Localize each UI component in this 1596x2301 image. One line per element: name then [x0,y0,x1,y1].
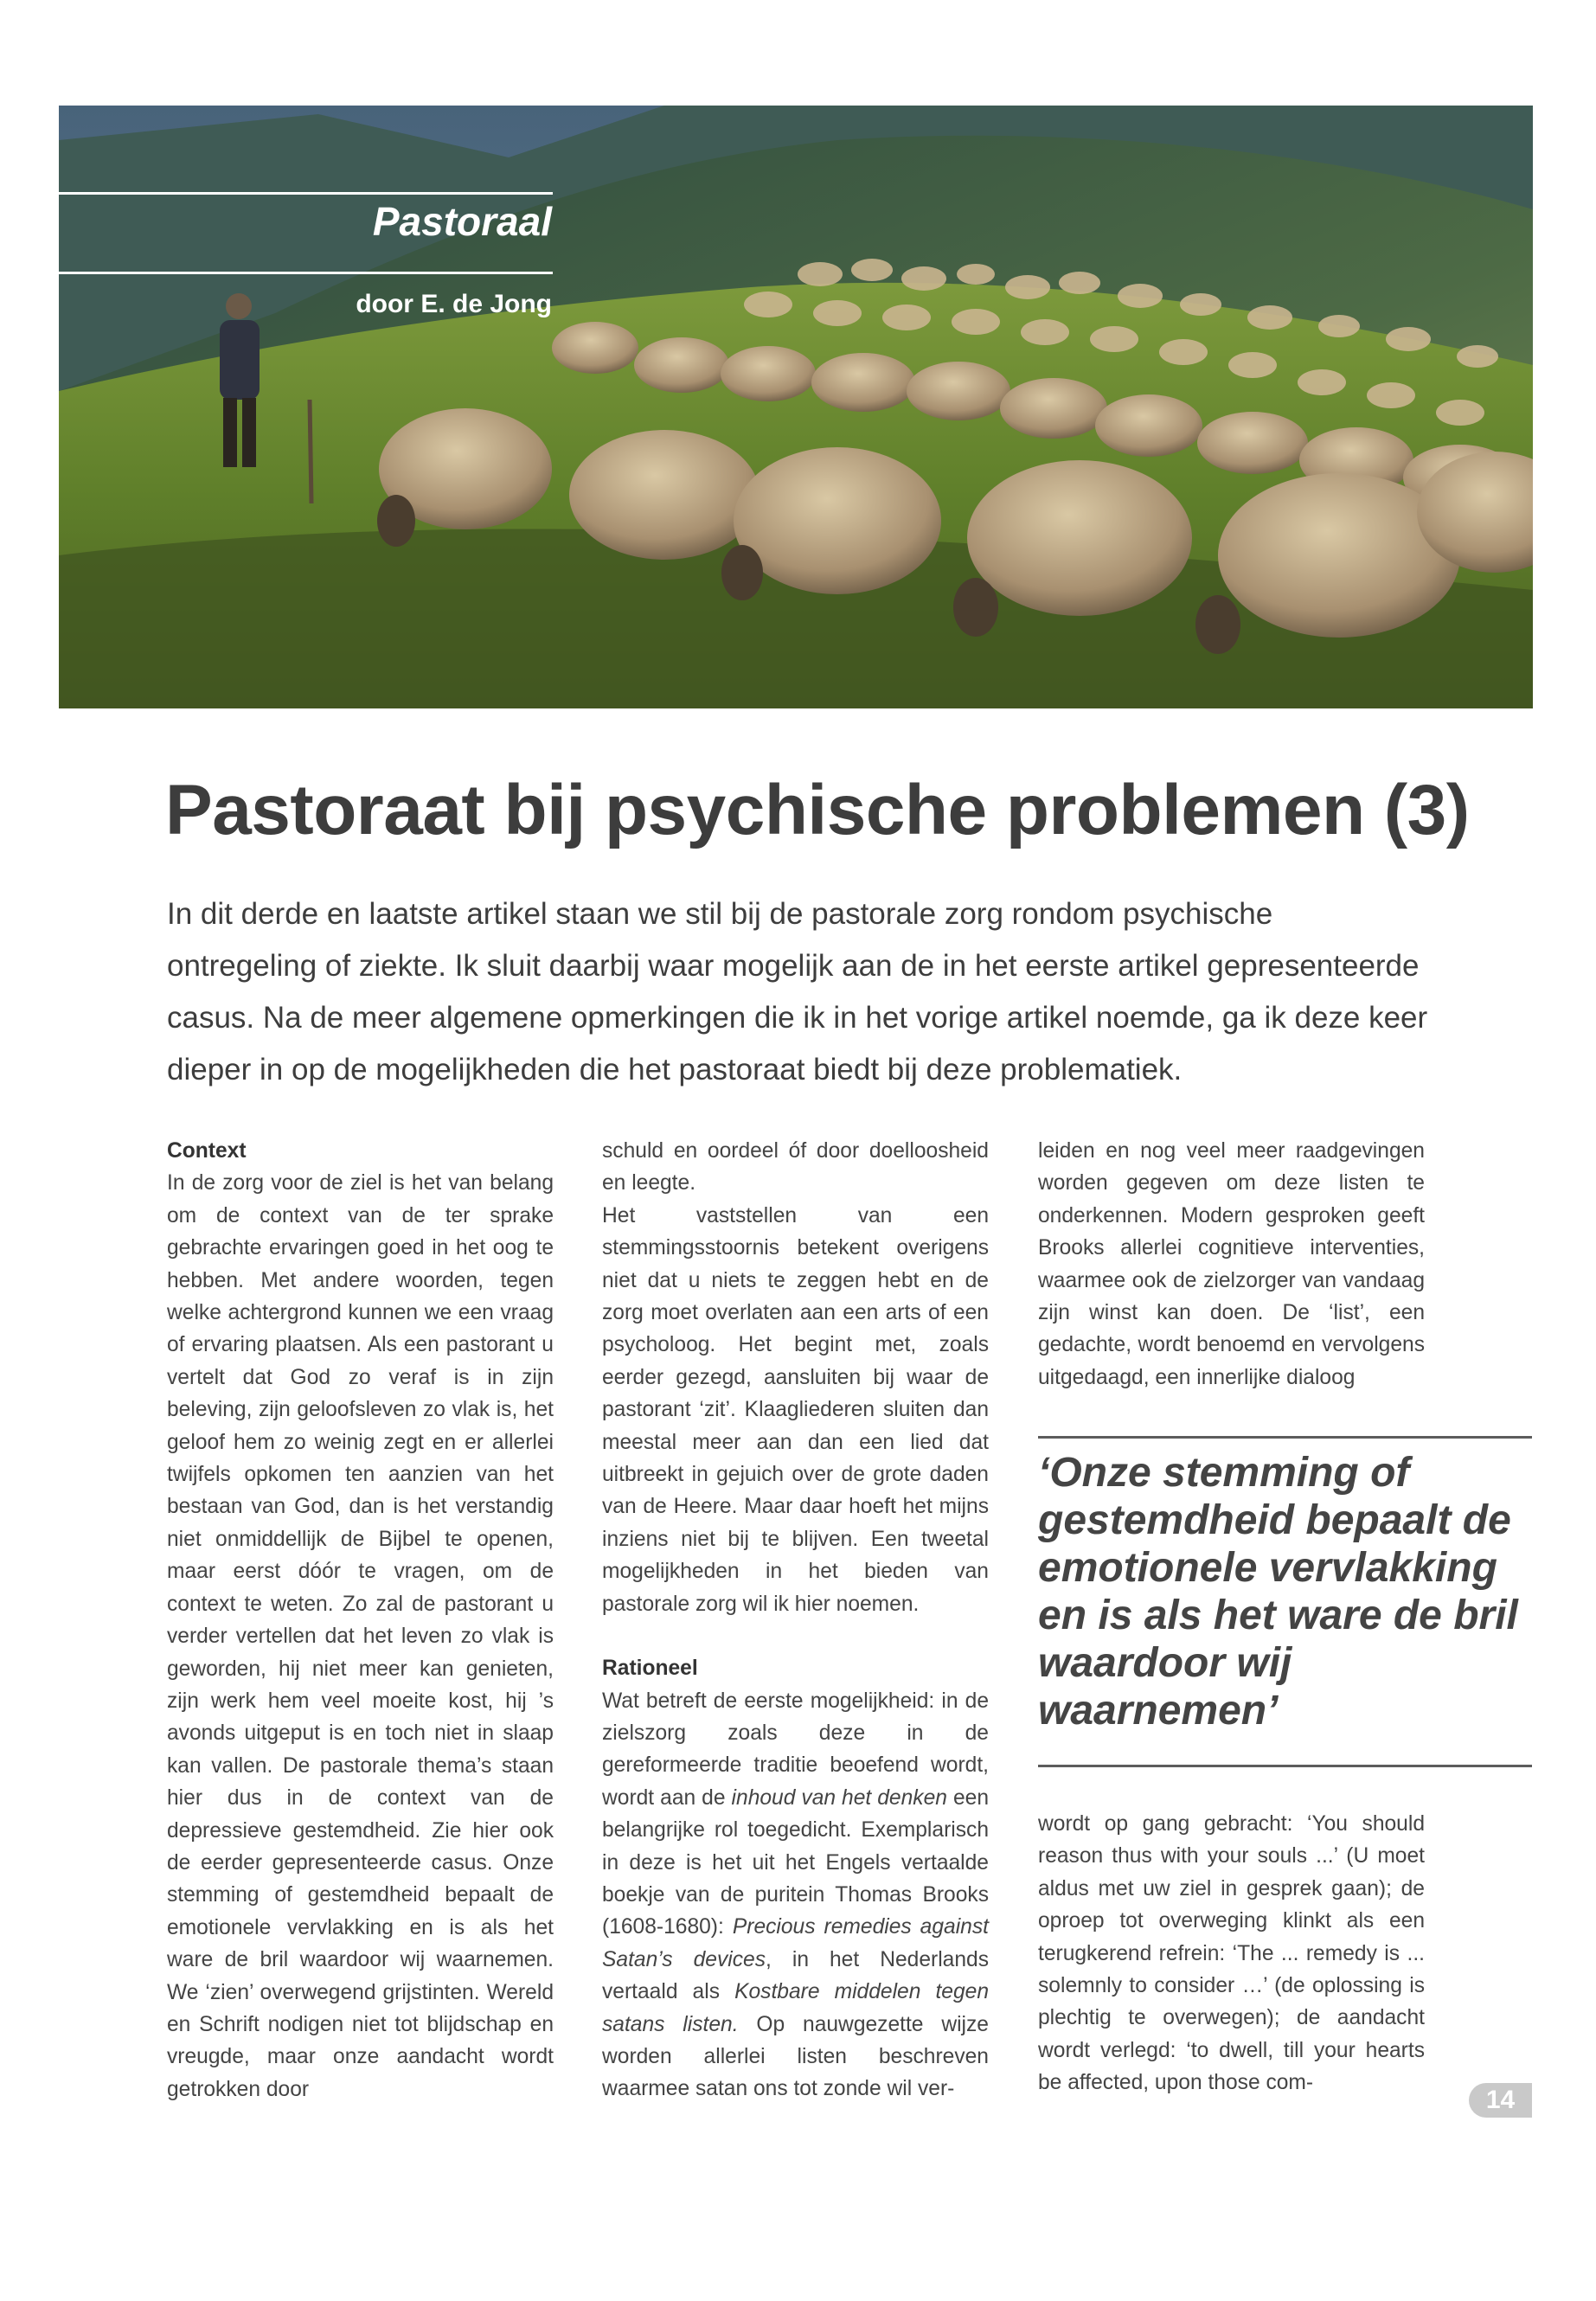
book-title-en: Precious remedies against Satan’s devices [602,1915,989,1971]
text-run: , in het Nederlands vertaald als [602,1947,989,2004]
article-intro: In dit derde en laatste artikel staan we stil bij de pastorale zorg rondom psychische ontregeling of ziekte. Ik sluit daarbij waar mogelijk aan de in het eerste artikel gepresenteerde casus. Na de meer algemene opmerkingen die ik in het vorige artikel noemde, ga ik deze keer dieper in op de mogelijkheden die het pastoraat biedt bij deze problematiek. [167,897,1428,1086]
paragraph: schuld en oordeel óf door doelloosheid en leegte. [602,1139,989,1195]
pullquote-rule-top [1038,1436,1532,1439]
column-1 [167,1135,554,2106]
paragraph: wordt op gang gebracht: ‘You should reason thus with your souls ...’ (U moet aldus met uw ziel in gesprek gaan); de oproep tot overweging klinkt als een terugkerend refrein: ‘The ... remedy is ... solemnly to consider …’ (de oplossing is plechtig te overwegen); de aandacht wordt verlegd: ‘to dwell, till your hearts be affected, upon those com- [1038,1812,1425,2095]
paragraph: In de zorg voor de ziel is het van belang om de context van de ter sprake gebrachte ervaringen goed in het oog te hebben. Met andere woorden, tegen welke achtergrond kunnen we een vraag of ervaring plaatsen. Als een pastorant u vertelt dat God zo veraf is in zijn beleving, zijn geloofsleven zo vlak is, het geloof hem zo weinig zegt en er allerlei twijfels opkomen ten aanzien van het bestaan van God, dan is het verstandig niet onmiddellijk de Bijbel te openen, maar eerst dóór te vragen, om de context te weten. Zo zal de pastorant u verder vertellen dat het leven zo vlak is geworden, hij niet meer kan genieten, zijn werk hem veel moeite kost, hij ’s avonds uitgeput is en toch niet in slaap kan vallen. De pastorale thema’s staan hier dus in de context van de depressieve gestemdheid. Zie hier ook de eerder gepresenteerde casus. Onze stemming of gestemdheid bepaalt de emotionele vervlakking en is als het ware de bril waardoor wij waarnemen. We ‘zien’ overwegend grijstinten. Wereld en Schrift nodigen niet tot blijdschap en vreugde, maar onze aandacht wordt getrokken door [167,1171,554,2101]
paragraph: Het vaststellen van een stemmingsstoornis betekent overigens niet dat u niets te zeggen hebt en de zorg moet overlaten aan een arts of een psycholoog. Het begint met, zoals eerder gezegd, aansluiten bij waar de pastorant ‘zit’. Klaagliederen sluiten dan meestal meer aan dan een lied dat uitbreekt in gejuich over de grote daden van de Heere. Maar daar hoeft het mijns inziens niet bij te blijven. Een tweetal mogelijkheden in het bieden van pastorale zorg wil ik hier noemen. [602,1203,989,1616]
section-kicker: Pastoraal [372,199,552,244]
author-byline: door E. de Jong [356,290,552,318]
subheading-context: Context [167,1139,247,1163]
paragraph [602,1685,989,2106]
kicker-rule-bottom [59,272,553,274]
article-title: Pastoraat bij psychische problemen (3) [165,771,1470,849]
text-run: Wat betreft de eerste mogelijkheid: in de zielszorg zoals deze in de gereformeerde traditie beoefend wordt, wordt aan de [602,1689,989,1810]
pull-quote: ‘Onze stemming of gestemdheid bepaalt de emotionele vervlakking en is als het ware de bril waardoor wij waarnemen’ [1038,1450,1518,1734]
column-3-top [1038,1135,1425,1394]
book-title-nl: Kostbare middelen tegen satans listen. [602,1980,989,2036]
kicker-rule-top [59,192,553,195]
pullquote-rule-bottom [1038,1765,1532,1767]
column-3-bottom [1038,1808,1425,2099]
paragraph: leiden en nog veel meer raadgevingen worden gegeven om deze listen te onderkennen. Modern gesproken geeft Brooks allerlei cognitieve interventies, waarmee ook de zielzorger van vandaag zijn winst kan doen. De ‘list’, een gedachte, wordt benoemd en vervolgens uitgedaagd, een innerlijke dialoog [1038,1139,1425,1389]
hero-photo [59,106,1533,708]
text-run: een belangrijke rol toegedicht. Exemplarisch in deze is het uit het Engels vertaalde boekje van de puritein Thomas Brooks (1608-1680): [602,1785,989,1939]
page-number: 14 [1469,2083,1532,2118]
emphasis: inhoud van het denken [731,1785,947,1810]
subheading-rationeel: Rationeel [602,1657,698,1681]
column-2 [602,1135,989,2106]
text-run: Op nauwgezette wijze worden allerlei listen beschreven waarmee satan ons tot zonde wil ver- [602,2012,989,2101]
hero-image [59,106,1533,708]
